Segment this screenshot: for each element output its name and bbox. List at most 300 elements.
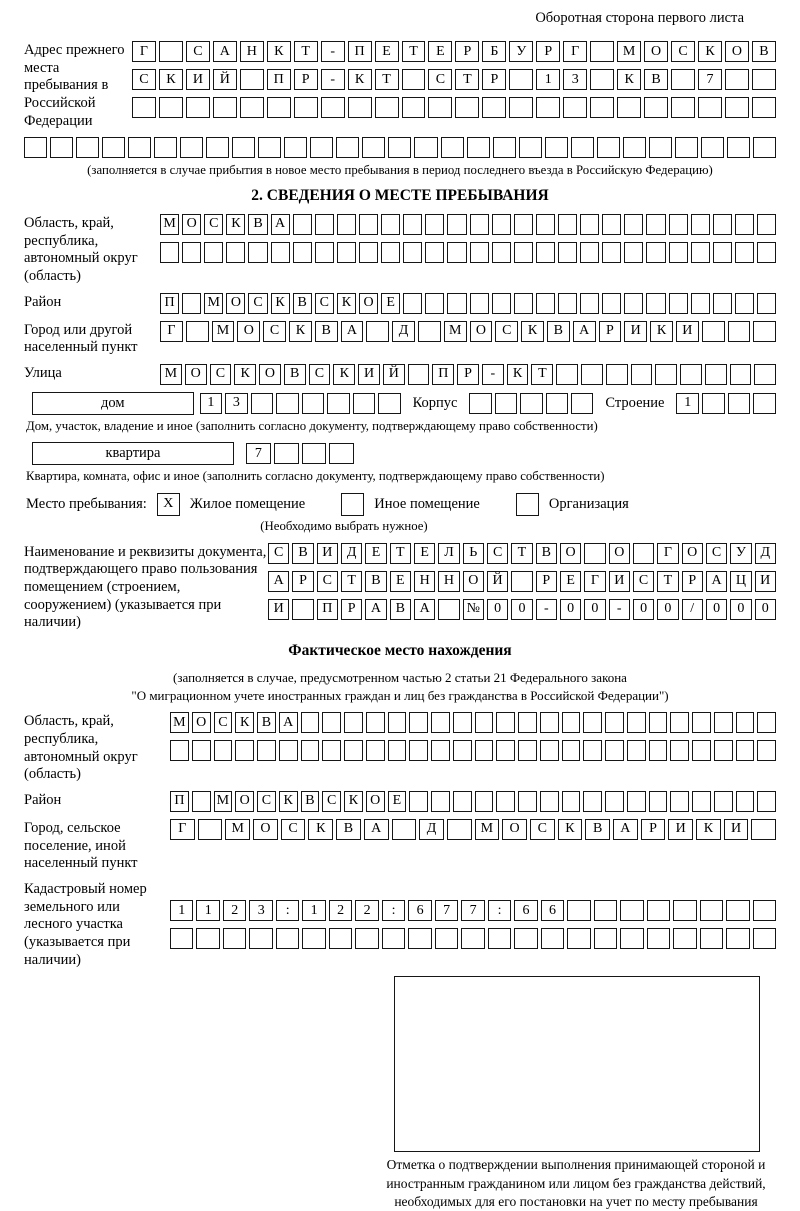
char-box[interactable] (671, 97, 695, 118)
char-box[interactable] (431, 712, 450, 733)
char-box[interactable] (702, 321, 725, 342)
char-box[interactable]: Т (402, 41, 426, 62)
char-box[interactable] (757, 740, 776, 761)
char-box[interactable] (128, 137, 151, 158)
char-box[interactable]: С (257, 791, 276, 812)
char-box[interactable] (546, 393, 568, 414)
char-box[interactable] (492, 214, 511, 235)
char-box[interactable]: 7 (461, 900, 484, 921)
char-box[interactable] (170, 928, 193, 949)
char-box[interactable] (580, 293, 599, 314)
char-box[interactable] (753, 900, 776, 921)
char-box[interactable]: С (210, 364, 232, 385)
char-box[interactable] (606, 364, 628, 385)
char-box[interactable] (431, 791, 450, 812)
char-box[interactable] (180, 137, 203, 158)
char-box[interactable] (408, 364, 430, 385)
char-box[interactable] (461, 928, 484, 949)
char-box[interactable] (752, 69, 776, 90)
char-box[interactable]: В (390, 599, 411, 620)
char-box[interactable] (649, 712, 668, 733)
char-box[interactable] (649, 791, 668, 812)
char-box[interactable]: Д (755, 543, 776, 564)
char-box[interactable]: И (624, 321, 647, 342)
char-box[interactable]: М (204, 293, 223, 314)
char-box[interactable]: Р (599, 321, 622, 342)
char-box[interactable] (691, 242, 710, 263)
char-box[interactable] (670, 791, 689, 812)
char-box[interactable]: Д (392, 321, 415, 342)
char-box[interactable] (700, 928, 723, 949)
char-box[interactable]: С (248, 293, 267, 314)
char-box[interactable]: В (257, 712, 276, 733)
char-box[interactable]: Р (457, 364, 479, 385)
char-box[interactable]: Р (292, 571, 313, 592)
char-box[interactable]: Т (455, 69, 479, 90)
apartment-type-cell[interactable]: квартира (32, 442, 234, 465)
char-box[interactable]: С (706, 543, 727, 564)
char-box[interactable] (50, 137, 73, 158)
char-box[interactable]: И (358, 364, 380, 385)
char-box[interactable] (425, 293, 444, 314)
char-box[interactable] (382, 928, 405, 949)
char-box[interactable] (594, 928, 617, 949)
char-box[interactable] (469, 393, 491, 414)
char-box[interactable]: О (470, 321, 493, 342)
char-box[interactable] (580, 214, 599, 235)
char-box[interactable]: О (253, 819, 278, 840)
char-box[interactable]: О (463, 571, 484, 592)
char-box[interactable]: К (337, 293, 356, 314)
char-box[interactable]: В (547, 321, 570, 342)
char-box[interactable] (727, 137, 750, 158)
char-box[interactable] (571, 393, 593, 414)
char-box[interactable] (647, 900, 670, 921)
char-box[interactable]: Б (482, 41, 506, 62)
char-box[interactable]: О (259, 364, 281, 385)
char-box[interactable] (378, 393, 401, 414)
char-box[interactable] (514, 293, 533, 314)
char-box[interactable] (556, 364, 578, 385)
char-box[interactable] (192, 791, 211, 812)
char-box[interactable] (753, 321, 776, 342)
char-box[interactable] (467, 137, 490, 158)
char-box[interactable] (279, 740, 298, 761)
char-box[interactable]: В (336, 819, 361, 840)
char-box[interactable] (353, 393, 376, 414)
char-box[interactable]: О (609, 543, 630, 564)
char-box[interactable] (154, 137, 177, 158)
char-box[interactable]: Е (388, 791, 407, 812)
char-box[interactable] (757, 293, 776, 314)
char-box[interactable] (223, 928, 246, 949)
char-box[interactable] (337, 214, 356, 235)
char-box[interactable]: К (558, 819, 583, 840)
char-box[interactable]: Е (428, 41, 452, 62)
char-box[interactable] (249, 928, 272, 949)
char-box[interactable]: И (755, 571, 776, 592)
char-box[interactable]: С (281, 819, 306, 840)
char-box[interactable] (757, 214, 776, 235)
char-box[interactable] (594, 900, 617, 921)
char-box[interactable] (441, 137, 464, 158)
char-box[interactable] (302, 928, 325, 949)
char-box[interactable] (336, 137, 359, 158)
char-box[interactable]: - (536, 599, 557, 620)
char-box[interactable]: 1 (676, 393, 699, 414)
char-box[interactable]: В (293, 293, 312, 314)
char-box[interactable] (160, 242, 179, 263)
char-box[interactable] (453, 791, 472, 812)
char-box[interactable] (301, 712, 320, 733)
char-box[interactable] (518, 791, 537, 812)
char-box[interactable]: В (284, 364, 306, 385)
char-box[interactable]: М (617, 41, 641, 62)
char-box[interactable] (563, 97, 587, 118)
char-box[interactable] (182, 242, 201, 263)
char-box[interactable] (536, 97, 560, 118)
char-box[interactable] (714, 712, 733, 733)
char-box[interactable] (102, 137, 125, 158)
char-box[interactable]: М (225, 819, 250, 840)
char-box[interactable]: И (668, 819, 693, 840)
char-box[interactable] (196, 928, 219, 949)
char-box[interactable] (514, 928, 537, 949)
char-box[interactable]: А (279, 712, 298, 733)
char-box[interactable]: Т (531, 364, 553, 385)
char-box[interactable] (567, 928, 590, 949)
char-box[interactable]: А (341, 321, 364, 342)
char-box[interactable]: Г (132, 41, 156, 62)
char-box[interactable]: Е (390, 571, 411, 592)
char-box[interactable] (409, 791, 428, 812)
char-box[interactable] (562, 740, 581, 761)
char-box[interactable]: С (671, 41, 695, 62)
char-box[interactable] (186, 321, 209, 342)
char-box[interactable] (590, 41, 614, 62)
char-box[interactable] (455, 97, 479, 118)
char-box[interactable]: К (289, 321, 312, 342)
char-box[interactable] (519, 137, 542, 158)
char-box[interactable]: К (507, 364, 529, 385)
char-box[interactable] (315, 214, 334, 235)
char-box[interactable] (536, 214, 555, 235)
char-box[interactable]: Р (682, 571, 703, 592)
char-box[interactable]: С (309, 364, 331, 385)
char-box[interactable] (669, 242, 688, 263)
char-box[interactable] (204, 242, 223, 263)
char-box[interactable] (344, 712, 363, 733)
char-box[interactable]: О (235, 791, 254, 812)
char-box[interactable]: - (321, 69, 345, 90)
char-box[interactable]: О (725, 41, 749, 62)
char-box[interactable]: О (226, 293, 245, 314)
char-box[interactable] (623, 137, 646, 158)
char-box[interactable] (735, 242, 754, 263)
char-box[interactable] (605, 712, 624, 733)
char-box[interactable]: П (317, 599, 338, 620)
char-box[interactable]: С (495, 321, 518, 342)
char-box[interactable] (602, 242, 621, 263)
char-box[interactable] (329, 928, 352, 949)
char-box[interactable]: С (633, 571, 654, 592)
char-box[interactable]: О (359, 293, 378, 314)
char-box[interactable] (366, 712, 385, 733)
char-box[interactable]: 2 (355, 900, 378, 921)
char-box[interactable] (536, 293, 555, 314)
char-box[interactable] (447, 242, 466, 263)
char-box[interactable]: Г (563, 41, 587, 62)
char-box[interactable]: - (321, 41, 345, 62)
char-box[interactable] (691, 214, 710, 235)
char-box[interactable]: Й (487, 571, 508, 592)
char-box[interactable]: А (573, 321, 596, 342)
char-box[interactable] (728, 393, 751, 414)
char-box[interactable]: К (333, 364, 355, 385)
char-box[interactable]: О (237, 321, 260, 342)
char-box[interactable] (251, 393, 274, 414)
char-box[interactable]: О (182, 214, 201, 235)
char-box[interactable]: И (317, 543, 338, 564)
char-box[interactable] (132, 97, 156, 118)
char-box[interactable] (631, 364, 653, 385)
char-box[interactable]: : (276, 900, 299, 921)
char-box[interactable]: № (463, 599, 484, 620)
char-box[interactable]: К (344, 791, 363, 812)
char-box[interactable]: Р (482, 69, 506, 90)
char-box[interactable] (692, 740, 711, 761)
char-box[interactable]: Й (383, 364, 405, 385)
char-box[interactable] (301, 740, 320, 761)
char-box[interactable]: Ц (730, 571, 751, 592)
char-box[interactable]: В (752, 41, 776, 62)
char-box[interactable]: 2 (329, 900, 352, 921)
char-box[interactable]: Т (511, 543, 532, 564)
char-box[interactable]: К (348, 69, 372, 90)
char-box[interactable] (713, 242, 732, 263)
char-box[interactable] (702, 393, 725, 414)
char-box[interactable]: 1 (196, 900, 219, 921)
char-box[interactable]: 7 (698, 69, 722, 90)
char-box[interactable]: С (487, 543, 508, 564)
char-box[interactable]: 0 (560, 599, 581, 620)
char-box[interactable] (646, 242, 665, 263)
char-box[interactable] (597, 137, 620, 158)
char-box[interactable] (518, 740, 537, 761)
char-box[interactable]: 1 (302, 900, 325, 921)
char-box[interactable]: С (322, 791, 341, 812)
char-box[interactable] (514, 242, 533, 263)
char-box[interactable] (753, 137, 776, 158)
char-box[interactable] (453, 740, 472, 761)
char-box[interactable]: 2 (223, 900, 246, 921)
char-box[interactable] (403, 293, 422, 314)
char-box[interactable]: 1 (170, 900, 193, 921)
char-box[interactable]: У (509, 41, 533, 62)
char-box[interactable] (567, 900, 590, 921)
char-box[interactable] (402, 97, 426, 118)
char-box[interactable] (520, 393, 542, 414)
char-box[interactable] (388, 740, 407, 761)
char-box[interactable]: О (644, 41, 668, 62)
char-box[interactable]: В (365, 571, 386, 592)
char-box[interactable]: О (185, 364, 207, 385)
char-box[interactable] (24, 137, 47, 158)
char-box[interactable] (362, 137, 385, 158)
char-box[interactable]: П (348, 41, 372, 62)
char-box[interactable] (562, 791, 581, 812)
char-box[interactable]: М (475, 819, 500, 840)
char-box[interactable]: В (536, 543, 557, 564)
char-box[interactable] (235, 740, 254, 761)
char-box[interactable] (670, 712, 689, 733)
char-box[interactable] (624, 242, 643, 263)
char-box[interactable]: П (160, 293, 179, 314)
char-box[interactable] (692, 712, 711, 733)
char-box[interactable] (713, 214, 732, 235)
char-box[interactable] (627, 712, 646, 733)
char-box[interactable]: - (482, 364, 504, 385)
char-box[interactable] (276, 928, 299, 949)
char-box[interactable]: Г (657, 543, 678, 564)
char-box[interactable] (258, 137, 281, 158)
char-box[interactable]: Р (455, 41, 479, 62)
char-box[interactable]: Р (536, 571, 557, 592)
char-box[interactable] (192, 740, 211, 761)
char-box[interactable] (620, 928, 643, 949)
char-box[interactable] (470, 293, 489, 314)
char-box[interactable] (315, 242, 334, 263)
char-box[interactable] (359, 214, 378, 235)
char-box[interactable]: Ь (463, 543, 484, 564)
char-box[interactable] (583, 740, 602, 761)
char-box[interactable]: П (170, 791, 189, 812)
char-box[interactable] (646, 293, 665, 314)
char-box[interactable] (590, 97, 614, 118)
char-box[interactable]: К (521, 321, 544, 342)
char-box[interactable] (435, 928, 458, 949)
char-box[interactable] (159, 41, 183, 62)
char-box[interactable] (644, 97, 668, 118)
char-box[interactable] (302, 393, 325, 414)
char-box[interactable] (329, 443, 354, 464)
char-box[interactable]: 0 (511, 599, 532, 620)
char-box[interactable] (206, 137, 229, 158)
char-box[interactable]: И (268, 599, 289, 620)
char-box[interactable] (428, 97, 452, 118)
char-box[interactable] (726, 928, 749, 949)
char-box[interactable] (182, 293, 201, 314)
char-box[interactable] (698, 97, 722, 118)
char-box[interactable] (646, 214, 665, 235)
char-box[interactable] (580, 242, 599, 263)
char-box[interactable] (627, 740, 646, 761)
char-box[interactable]: К (617, 69, 641, 90)
char-box[interactable] (470, 242, 489, 263)
char-box[interactable] (496, 712, 515, 733)
char-box[interactable] (267, 97, 291, 118)
char-box[interactable] (447, 214, 466, 235)
char-box[interactable]: В (315, 321, 338, 342)
char-box[interactable]: Т (341, 571, 362, 592)
char-box[interactable]: 6 (408, 900, 431, 921)
char-box[interactable] (673, 900, 696, 921)
char-box[interactable] (392, 819, 417, 840)
char-box[interactable]: С (530, 819, 555, 840)
char-box[interactable]: 0 (755, 599, 776, 620)
char-box[interactable]: Н (438, 571, 459, 592)
char-box[interactable]: С (204, 214, 223, 235)
char-box[interactable] (511, 571, 532, 592)
char-box[interactable]: 0 (584, 599, 605, 620)
char-box[interactable] (730, 364, 752, 385)
char-box[interactable] (725, 69, 749, 90)
char-box[interactable] (322, 740, 341, 761)
char-box[interactable] (735, 293, 754, 314)
char-box[interactable] (240, 69, 264, 90)
char-box[interactable]: В (644, 69, 668, 90)
char-box[interactable] (673, 928, 696, 949)
char-box[interactable] (381, 242, 400, 263)
char-box[interactable] (728, 321, 751, 342)
char-box[interactable] (751, 819, 776, 840)
char-box[interactable]: А (271, 214, 290, 235)
char-box[interactable] (213, 97, 237, 118)
char-box[interactable]: И (676, 321, 699, 342)
char-box[interactable]: 1 (536, 69, 560, 90)
char-box[interactable] (700, 900, 723, 921)
char-box[interactable]: Е (381, 293, 400, 314)
char-box[interactable]: - (609, 599, 630, 620)
char-box[interactable] (292, 599, 313, 620)
char-box[interactable]: 1 (200, 393, 223, 414)
char-box[interactable]: К (235, 712, 254, 733)
char-box[interactable] (540, 740, 559, 761)
checkbox-organization[interactable] (516, 493, 539, 516)
char-box[interactable]: М (212, 321, 235, 342)
char-box[interactable]: Л (438, 543, 459, 564)
char-box[interactable] (488, 928, 511, 949)
char-box[interactable] (388, 137, 411, 158)
char-box[interactable]: И (186, 69, 210, 90)
char-box[interactable]: С (263, 321, 286, 342)
char-box[interactable] (624, 293, 643, 314)
char-box[interactable] (649, 740, 668, 761)
char-box[interactable]: Р (641, 819, 666, 840)
char-box[interactable]: 3 (225, 393, 248, 414)
char-box[interactable] (649, 137, 672, 158)
char-box[interactable] (492, 293, 511, 314)
char-box[interactable] (571, 137, 594, 158)
char-box[interactable] (381, 214, 400, 235)
char-box[interactable]: К (234, 364, 256, 385)
char-box[interactable] (540, 712, 559, 733)
char-box[interactable] (409, 712, 428, 733)
char-box[interactable]: 0 (633, 599, 654, 620)
char-box[interactable] (540, 791, 559, 812)
char-box[interactable] (425, 242, 444, 263)
char-box[interactable] (402, 69, 426, 90)
char-box[interactable]: 0 (657, 599, 678, 620)
char-box[interactable] (754, 364, 776, 385)
char-box[interactable] (496, 740, 515, 761)
char-box[interactable] (691, 293, 710, 314)
char-box[interactable]: Н (240, 41, 264, 62)
char-box[interactable]: К (650, 321, 673, 342)
char-box[interactable] (294, 97, 318, 118)
char-box[interactable]: Е (365, 543, 386, 564)
char-box[interactable] (475, 712, 494, 733)
